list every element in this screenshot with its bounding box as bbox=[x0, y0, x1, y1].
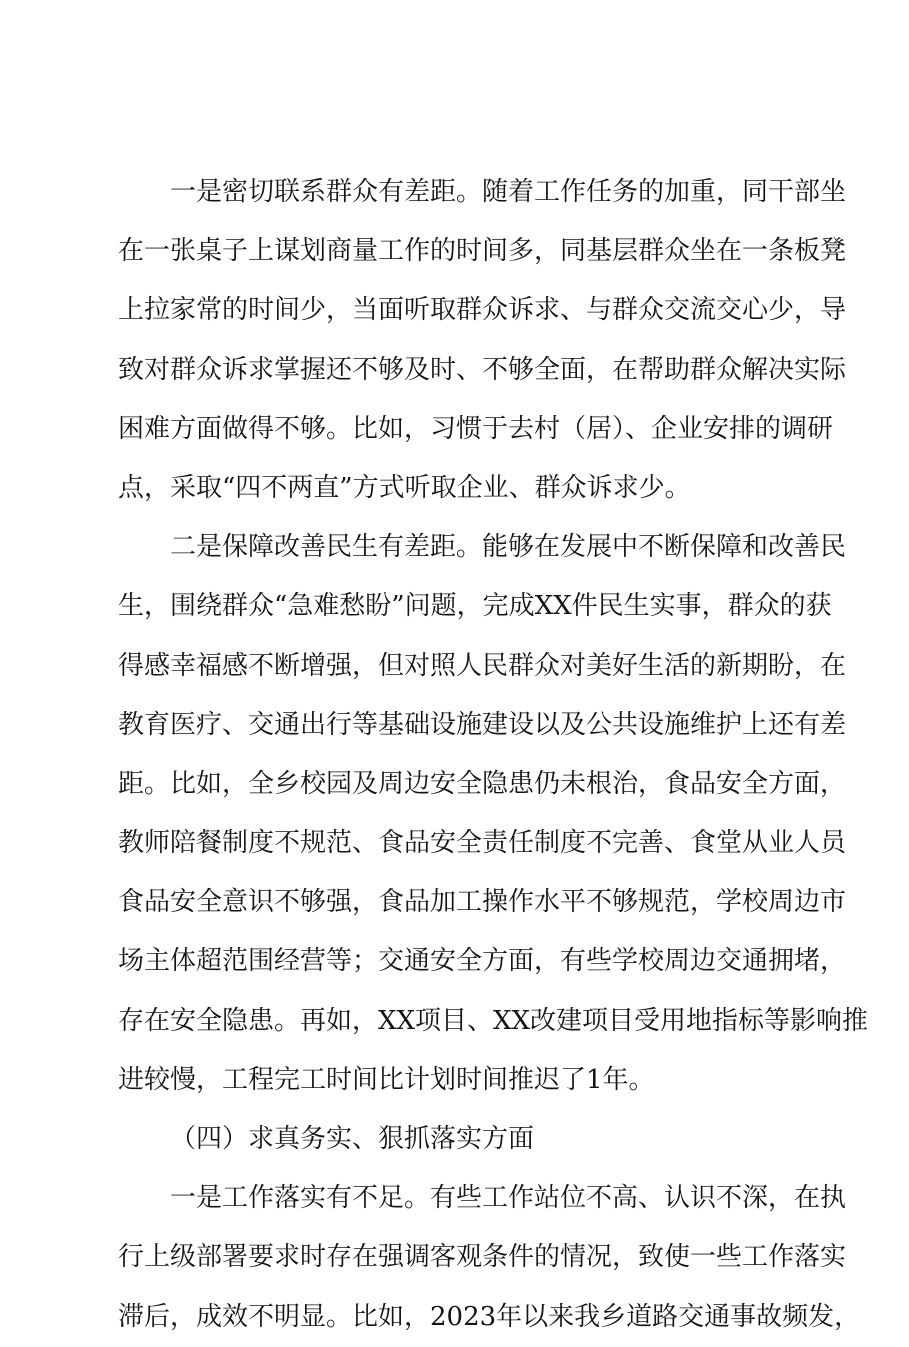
paragraph-3-line-2: 行上级部署要求时存在强调客观条件的情况，致使一些工作落实 bbox=[118, 1242, 847, 1273]
paragraph-2-line-1: 二是保障改善民生有差距。能够在发展中不断保障和改善民 bbox=[170, 532, 847, 563]
paragraph-2-line-4: 教育医疗、交通出行等基础设施建设以及公共设施维护上还有差 bbox=[118, 709, 847, 740]
paragraph-3-line-3: 滞后，成效不明显。比如，2023年以来我乡道路交通事故频发， bbox=[118, 1301, 861, 1332]
paragraph-2-line-6: 教师陪餐制度不规范、食品安全责任制度不完善、食堂从业人员 bbox=[118, 828, 847, 859]
paragraph-2-line-3: 得感幸福感不断增强，但对照人民群众对美好生活的新期盼，在 bbox=[118, 650, 847, 681]
paragraph-1-line-1: 一是密切联系群众有差距。随着工作任务的加重，同干部坐 bbox=[170, 177, 847, 207]
paragraph-2-line-5: 距。比如，全乡校园及周边安全隐患仍未根治，食品安全方面， bbox=[118, 768, 847, 799]
paragraph-2-line-7: 食品安全意识不够强，食品加工操作水平不够规范，学校周边市 bbox=[118, 887, 847, 918]
paragraph-1-line-3: 上拉家常的时间少，当面听取群众诉求、与群众交流交心少，导 bbox=[118, 295, 847, 326]
paragraph-1-line-4: 致对群众诉求掌握还不够及时、不够全面，在帮助群众解决实际 bbox=[118, 354, 847, 385]
document-body bbox=[118, 163, 869, 1347]
paragraph-2-line-8: 场主体超范围经营等；交通安全方面，有些学校周边交通拥堵， bbox=[118, 946, 847, 977]
paragraph-1-line-5: 困难方面做得不够。比如，习惯于去村（居）、企业安排的调研 bbox=[118, 413, 834, 444]
paragraph-3-line-1: 一是工作落实有不足。有些工作站位不高、认识不深，在执 bbox=[170, 1183, 847, 1214]
paragraph-1-line-6: 点，采取“四不两直”方式听取企业、群众诉求少。 bbox=[118, 472, 691, 503]
paragraph-2-line-2: 生，围绕群众“急难愁盼”问题，完成XX件民生实事，群众的获 bbox=[118, 591, 832, 622]
paragraph-2-line-9: 存在安全隐患。再如，XX项目、XX改建项目受用地指标等影响推 bbox=[118, 1005, 869, 1036]
paragraph-2-line-10: 进较慢，工程完工时间比计划时间推迟了1年。 bbox=[118, 1064, 655, 1095]
paragraph-1-line-2: 在一张桌子上谋划商量工作的时间多，同基层群众坐在一条板凳 bbox=[118, 236, 847, 267]
section-heading: （四）求真务实、狠抓落实方面 bbox=[170, 1124, 535, 1154]
